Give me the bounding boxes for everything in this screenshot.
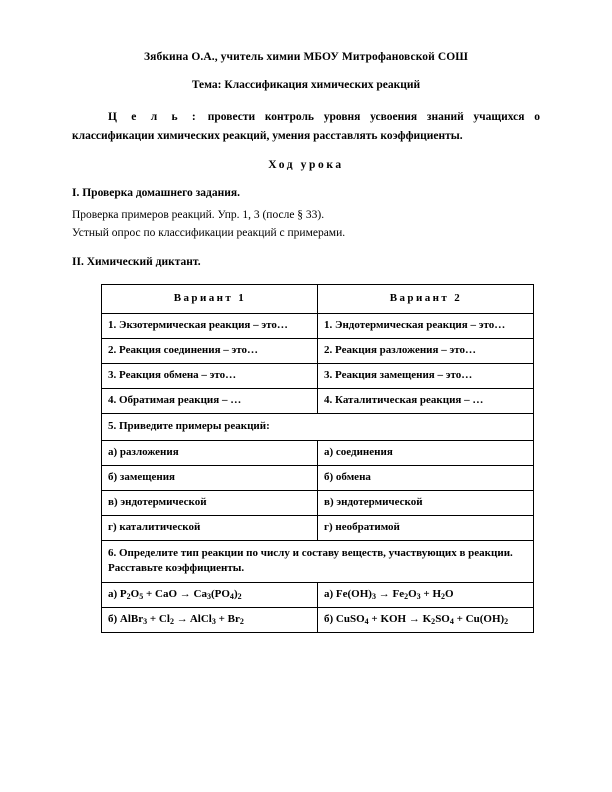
document-body bbox=[72, 52, 540, 633]
section-two-title: II. Химический диктант. bbox=[72, 255, 201, 268]
cell-v2-q5g: г) необратимой bbox=[318, 515, 534, 540]
cell-question-5: 5. Приведите примеры реакций: bbox=[102, 413, 534, 440]
cell-v1-q5a: а) разложения bbox=[102, 440, 318, 465]
cell-v2-q4: 4. Каталитическая реакция – … bbox=[318, 388, 534, 413]
header-variant-2: Вариант 2 bbox=[318, 285, 534, 314]
cell-v2-q1: 1. Эндотермическая реакция – это… bbox=[318, 314, 534, 339]
cell-v1-q5v: в) эндотермической bbox=[102, 490, 318, 515]
goal-paragraph-line2: классификации химических реакций, умения расставлять коэффициенты. bbox=[72, 129, 463, 142]
cell-v1-eq-a: а) $P_2O_5$ + CaO → $Ca_3(PO_4)_2$ bbox=[102, 583, 318, 608]
cell-v1-q3: 3. Реакция обмена – это… bbox=[102, 363, 318, 388]
table-row bbox=[102, 515, 534, 540]
cell-question-6: 6. Определите тип реакции по числу и составу веществ, участвующих в реакции. Расставьте коэффициенты. bbox=[102, 540, 534, 583]
section-one-line-two: Устный опрос по классификации реакций с примерами. bbox=[72, 227, 346, 240]
theme-title: Тема: Классификация химических реакций bbox=[191, 78, 421, 91]
cell-v2-q5v: в) эндотермической bbox=[318, 490, 534, 515]
cell-v2-eq-b: б) CuSO$_4$ + KOH → $K_2SO_4 + Cu(OH)_2$ bbox=[318, 608, 534, 633]
table-row bbox=[102, 388, 534, 413]
goal-paragraph-line1 bbox=[72, 108, 540, 127]
cell-v2-q5b: б) обмена bbox=[318, 465, 534, 490]
table-row bbox=[102, 363, 534, 388]
table-row-span bbox=[102, 540, 534, 583]
cell-v1-q4: 4. Обратимая реакция – … bbox=[102, 388, 318, 413]
table-row bbox=[102, 440, 534, 465]
table-row bbox=[102, 490, 534, 515]
table-row-equation bbox=[102, 608, 534, 633]
section-one-line-one: Проверка примеров реакций. Упр. 1, 3 (после § 33). bbox=[72, 208, 325, 221]
cell-v1-eq-b: б) AlBr$_3$ + $Cl_2$ → AlCl$_3$ + $Br_2$ bbox=[102, 608, 318, 633]
cell-v2-q2: 2. Реакция разложения – это… bbox=[318, 339, 534, 364]
author-title: Зябкина О.А., учитель химии МБОУ Митрофановской СОШ bbox=[143, 51, 469, 63]
table-row-span bbox=[102, 413, 534, 440]
cell-v1-q2: 2. Реакция соединения – это… bbox=[102, 339, 318, 364]
goal-text-line1: провести контроль уровня усвоения знаний учащихся о bbox=[207, 111, 540, 123]
cell-v2-q3: 3. Реакция замещения – это… bbox=[318, 363, 534, 388]
lesson-flow-heading: Ход урока bbox=[268, 159, 344, 172]
variants-table-body bbox=[102, 285, 534, 633]
table-row-equation bbox=[102, 583, 534, 608]
section-one-title: I. Проверка домашнего задания. bbox=[72, 187, 240, 200]
variants-table bbox=[101, 284, 534, 633]
cell-v1-q5g: г) каталитической bbox=[102, 515, 318, 540]
cell-v2-q5a: а) соединения bbox=[318, 440, 534, 465]
cell-v1-q1: 1. Экзотермическая реакция – это… bbox=[102, 314, 318, 339]
cell-v2-eq-a: а) $Fe(OH)_3 \to Fe_2O_3 + H_2O$ bbox=[318, 583, 534, 608]
table-row bbox=[102, 314, 534, 339]
header-variant-1: Вариант 1 bbox=[102, 285, 318, 314]
table-header-row bbox=[102, 285, 534, 314]
table-row bbox=[102, 465, 534, 490]
cell-v1-q5b: б) замещения bbox=[102, 465, 318, 490]
goal-label: Ц е л ь : bbox=[108, 111, 199, 123]
table-row bbox=[102, 339, 534, 364]
